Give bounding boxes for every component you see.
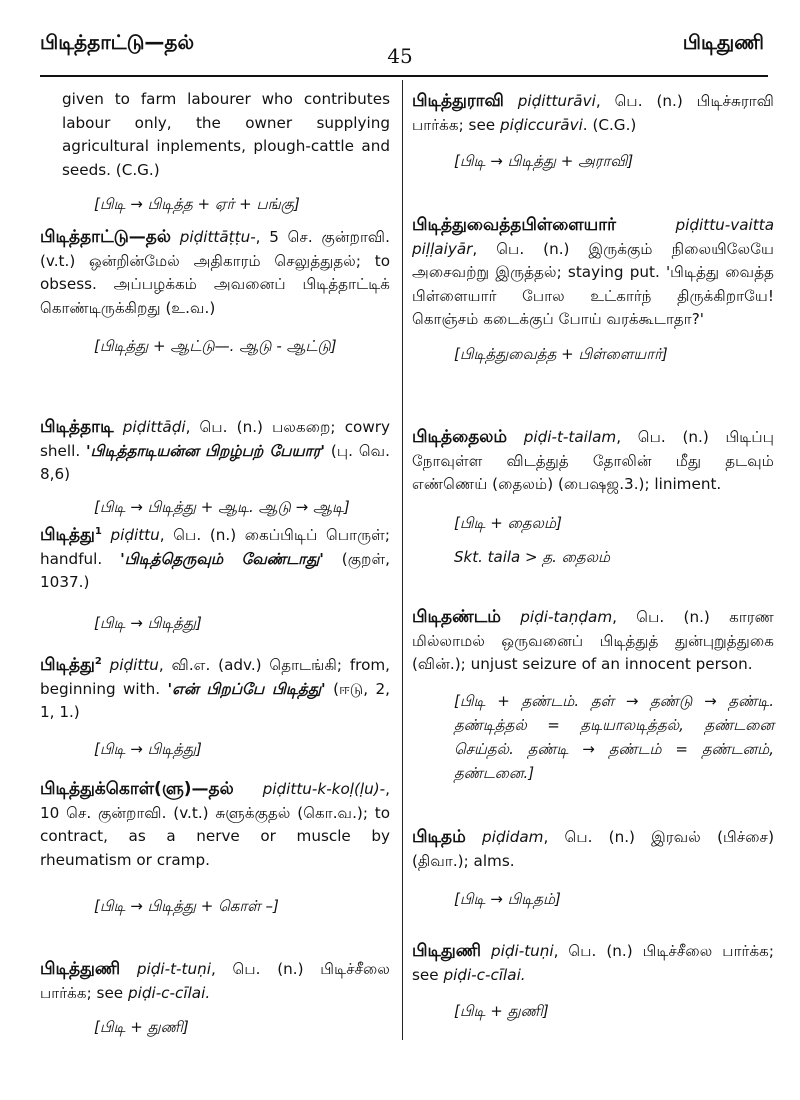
quotation: 'என் பிறப்பே பிடித்து' xyxy=(167,679,326,698)
entry-text xyxy=(40,520,390,595)
definition: , 10 செ. குன்றாவி. (v.t.) சுளுக்குதல் (கொ.வ.); to contract, as a nerve or muscle by rheumatism or cramp. xyxy=(40,780,390,869)
entry-piditattu-tal xyxy=(40,226,390,358)
page-number: 45 xyxy=(387,44,413,68)
etymology: [பிடி + துணி] xyxy=(454,1002,549,1020)
etymology: [பிடி → பிடித்து] xyxy=(94,613,202,632)
entry-text xyxy=(40,778,390,872)
definition: , பெ. (n.) இருக்கும் நிலையிலேயே அசைவற்று இருத்தல்; staying put. 'பிடித்து வைத்த பிள்ளையார் போல உட்கார்ந் திருக்கிறாயே! கொஞ்சம் கடைக்குப் போய் வரக்கூடாதா?' xyxy=(412,239,774,328)
etymology: [பிடி → பிடித்து + ஆடி. ஆடு → ஆடி] xyxy=(94,497,350,516)
etymology: [பிடி + தைலம்] xyxy=(454,513,562,532)
definition: , பெ. (n.) காரண மில்லாமல் ஒருவனைப் பிடித்துத் துன்புறுத்துகை (வின்.); unjust seizure of an innocent person. xyxy=(412,608,774,673)
headword: பிடித்துராவி xyxy=(412,91,504,111)
etymology: [பிடி → பிடிதம்] xyxy=(454,890,561,908)
entry-text xyxy=(412,426,774,497)
definition: , பெ. (n.) பிடிச்சீலை பார்க்க; see xyxy=(40,960,390,1002)
entry-pidittu-k-kollu-tal xyxy=(40,778,390,918)
entry-pidittu-1 xyxy=(40,520,390,635)
entry-pidi-t-tailam xyxy=(412,426,774,569)
header-left-guide-word: பிடித்தாட்டு—தல் xyxy=(40,30,195,54)
quotation: 'பிடித்தாடியன்ன பிறழ்பற் பேயார' xyxy=(86,441,326,460)
entry-pidittu-2 xyxy=(40,650,390,761)
entry-text xyxy=(412,214,774,332)
transliteration: piḍittu xyxy=(110,526,160,545)
entry-text xyxy=(40,650,390,725)
transliteration: piḍittāḍi xyxy=(122,418,186,436)
entry-text xyxy=(412,940,774,987)
header-right-guide-word: பிடிதுணி xyxy=(682,30,764,54)
definition: , பெ. (n.) பிடிச்சுராவி பார்க்க; see xyxy=(412,92,774,134)
headword: பிடித்துவைத்தபிள்ளையார் xyxy=(412,215,616,235)
transliteration: piḍi-tuṇi xyxy=(491,942,554,960)
entry-text xyxy=(40,416,390,487)
entry-pidi-t-tuni xyxy=(40,958,390,1039)
entry-pidittu-ravi xyxy=(412,90,774,173)
definition: , பெ. (n.) பலகறை; cowry shell. xyxy=(40,418,390,460)
transliteration: piḍittu-vaitta piḷḷaiyār xyxy=(412,216,774,258)
cross-reference: piḍi-c-cīlai. xyxy=(443,965,526,984)
definition: , பெ. (n.) பிடிப்பு நோவுள்ள விடத்துத் தோலின் மீது தடவும் எண்ணெய் (தைலம்) (பைஷஜ.3.); liniment. xyxy=(412,428,775,493)
etymology: [பிடி → பிடித்து] xyxy=(94,739,202,758)
homonym-number: 2 xyxy=(94,656,102,667)
entry-text xyxy=(40,226,390,320)
etymology: [பிடி → பிடித்து + அராவி] xyxy=(454,152,634,170)
headword: பிடித்து xyxy=(40,525,95,546)
headword: பிடித்துக்கொள்(ளு)—தல் xyxy=(40,779,234,799)
transliteration: piḍi-t-tailam xyxy=(523,428,617,446)
reference: . (C.G.) xyxy=(582,115,637,134)
entry-pidi-tuni xyxy=(412,940,774,1023)
cross-reference: piḍiccurāvi xyxy=(499,115,583,134)
etymology: [பிடி + துணி] xyxy=(94,1018,189,1036)
transliteration: piḍi-t-tuṇi xyxy=(136,960,211,978)
headword: பிடிதம் xyxy=(412,827,466,847)
headword: பிடித்தைலம் xyxy=(412,427,508,447)
headword: பிடித்துணி xyxy=(40,959,121,979)
etymology: [பிடி + தண்டம். தள் → தண்டு → தண்டி. தண்டித்தல் = தடியாலடித்தல், தண்டனை செய்தல். தண்டி → தண்டம் = தண்டனம், தண்டனை.] xyxy=(454,691,774,782)
headword: பிடித்தாட்டு—தல் xyxy=(40,227,171,247)
entry-pidittu-vaitta-pillaiyar xyxy=(412,214,774,366)
definition: , வி.எ. (adv.) தொடங்கி; from, beginning with. xyxy=(40,656,390,698)
entry-text xyxy=(412,90,774,137)
loanword-note: Skt. taila > த. தைலம் xyxy=(454,547,611,566)
entry-text: given to farm labourer who contributes labour only, the owner supplying agricultural inplements, plough-cattle and seeds. (C.G.) xyxy=(62,90,390,179)
transliteration: piḍittu-k-koḷ(ḷu)- xyxy=(262,780,386,798)
headword: பிடித்து xyxy=(40,655,95,676)
definition: , பெ. (n.) கைப்பிடிப் பொருள்; handful. xyxy=(40,526,391,568)
transliteration: piḍitturāvi xyxy=(517,92,596,110)
continuation-entry xyxy=(62,88,390,216)
etymology: [பிடித்துவைத்த + பிள்ளையார்] xyxy=(454,344,668,363)
transliteration: piḍittu xyxy=(109,656,159,675)
reference: (ஈடு, 2, 1, 1.) xyxy=(40,679,390,722)
headword: பிடித்தாடி xyxy=(40,417,114,437)
homonym-number: 1 xyxy=(94,526,102,537)
etymology: [பிடித்து + ஆட்டு—. ஆடு - ஆட்டு] xyxy=(94,337,337,355)
definition: , பெ. (n.) பிடிச்சீலை பார்க்க; see xyxy=(412,942,774,984)
etymology: [பிடி → பிடித்த + ஏர் + பங்கு] xyxy=(94,195,300,213)
definition: , 5 செ. குன்றாவி. (v.t.) ஒன்றின்மேல் அதிகாரம் செலுத்துதல்; to obsess. அப்பழக்கம் அவனைப் பிடித்தாட்டிக் கொண்டிருக்கிறது (உ.வ.) xyxy=(40,228,391,317)
reference: (குறள், 1037.) xyxy=(40,549,391,592)
headword: பிடிதுணி xyxy=(412,941,482,961)
etymology: [பிடி → பிடித்து + கொள் –] xyxy=(94,897,279,915)
cross-reference: piḍi-c-cīlai. xyxy=(127,983,211,1002)
entry-pidi-tandam xyxy=(412,606,774,785)
column-divider xyxy=(402,80,403,1040)
definition: , பெ. (n.) இரவல் (பிச்சை) (திவா.); alms. xyxy=(412,828,775,870)
entry-pididam xyxy=(412,826,774,911)
headword: பிடிதண்டம் xyxy=(412,607,501,627)
header-rule xyxy=(40,75,768,77)
entry-text xyxy=(412,826,774,873)
entry-text xyxy=(412,606,774,677)
transliteration: piḍittāṭṭu- xyxy=(179,228,256,246)
entry-pidittadi xyxy=(40,416,390,519)
transliteration: piḍidam xyxy=(482,828,544,846)
transliteration: piḍi-taṇḍam xyxy=(520,608,613,626)
reference: (பு. வெ. 8,6) xyxy=(40,441,390,483)
quotation: 'பிடித்தெருவும் வேண்டாது' xyxy=(120,549,324,568)
entry-text xyxy=(40,958,390,1005)
